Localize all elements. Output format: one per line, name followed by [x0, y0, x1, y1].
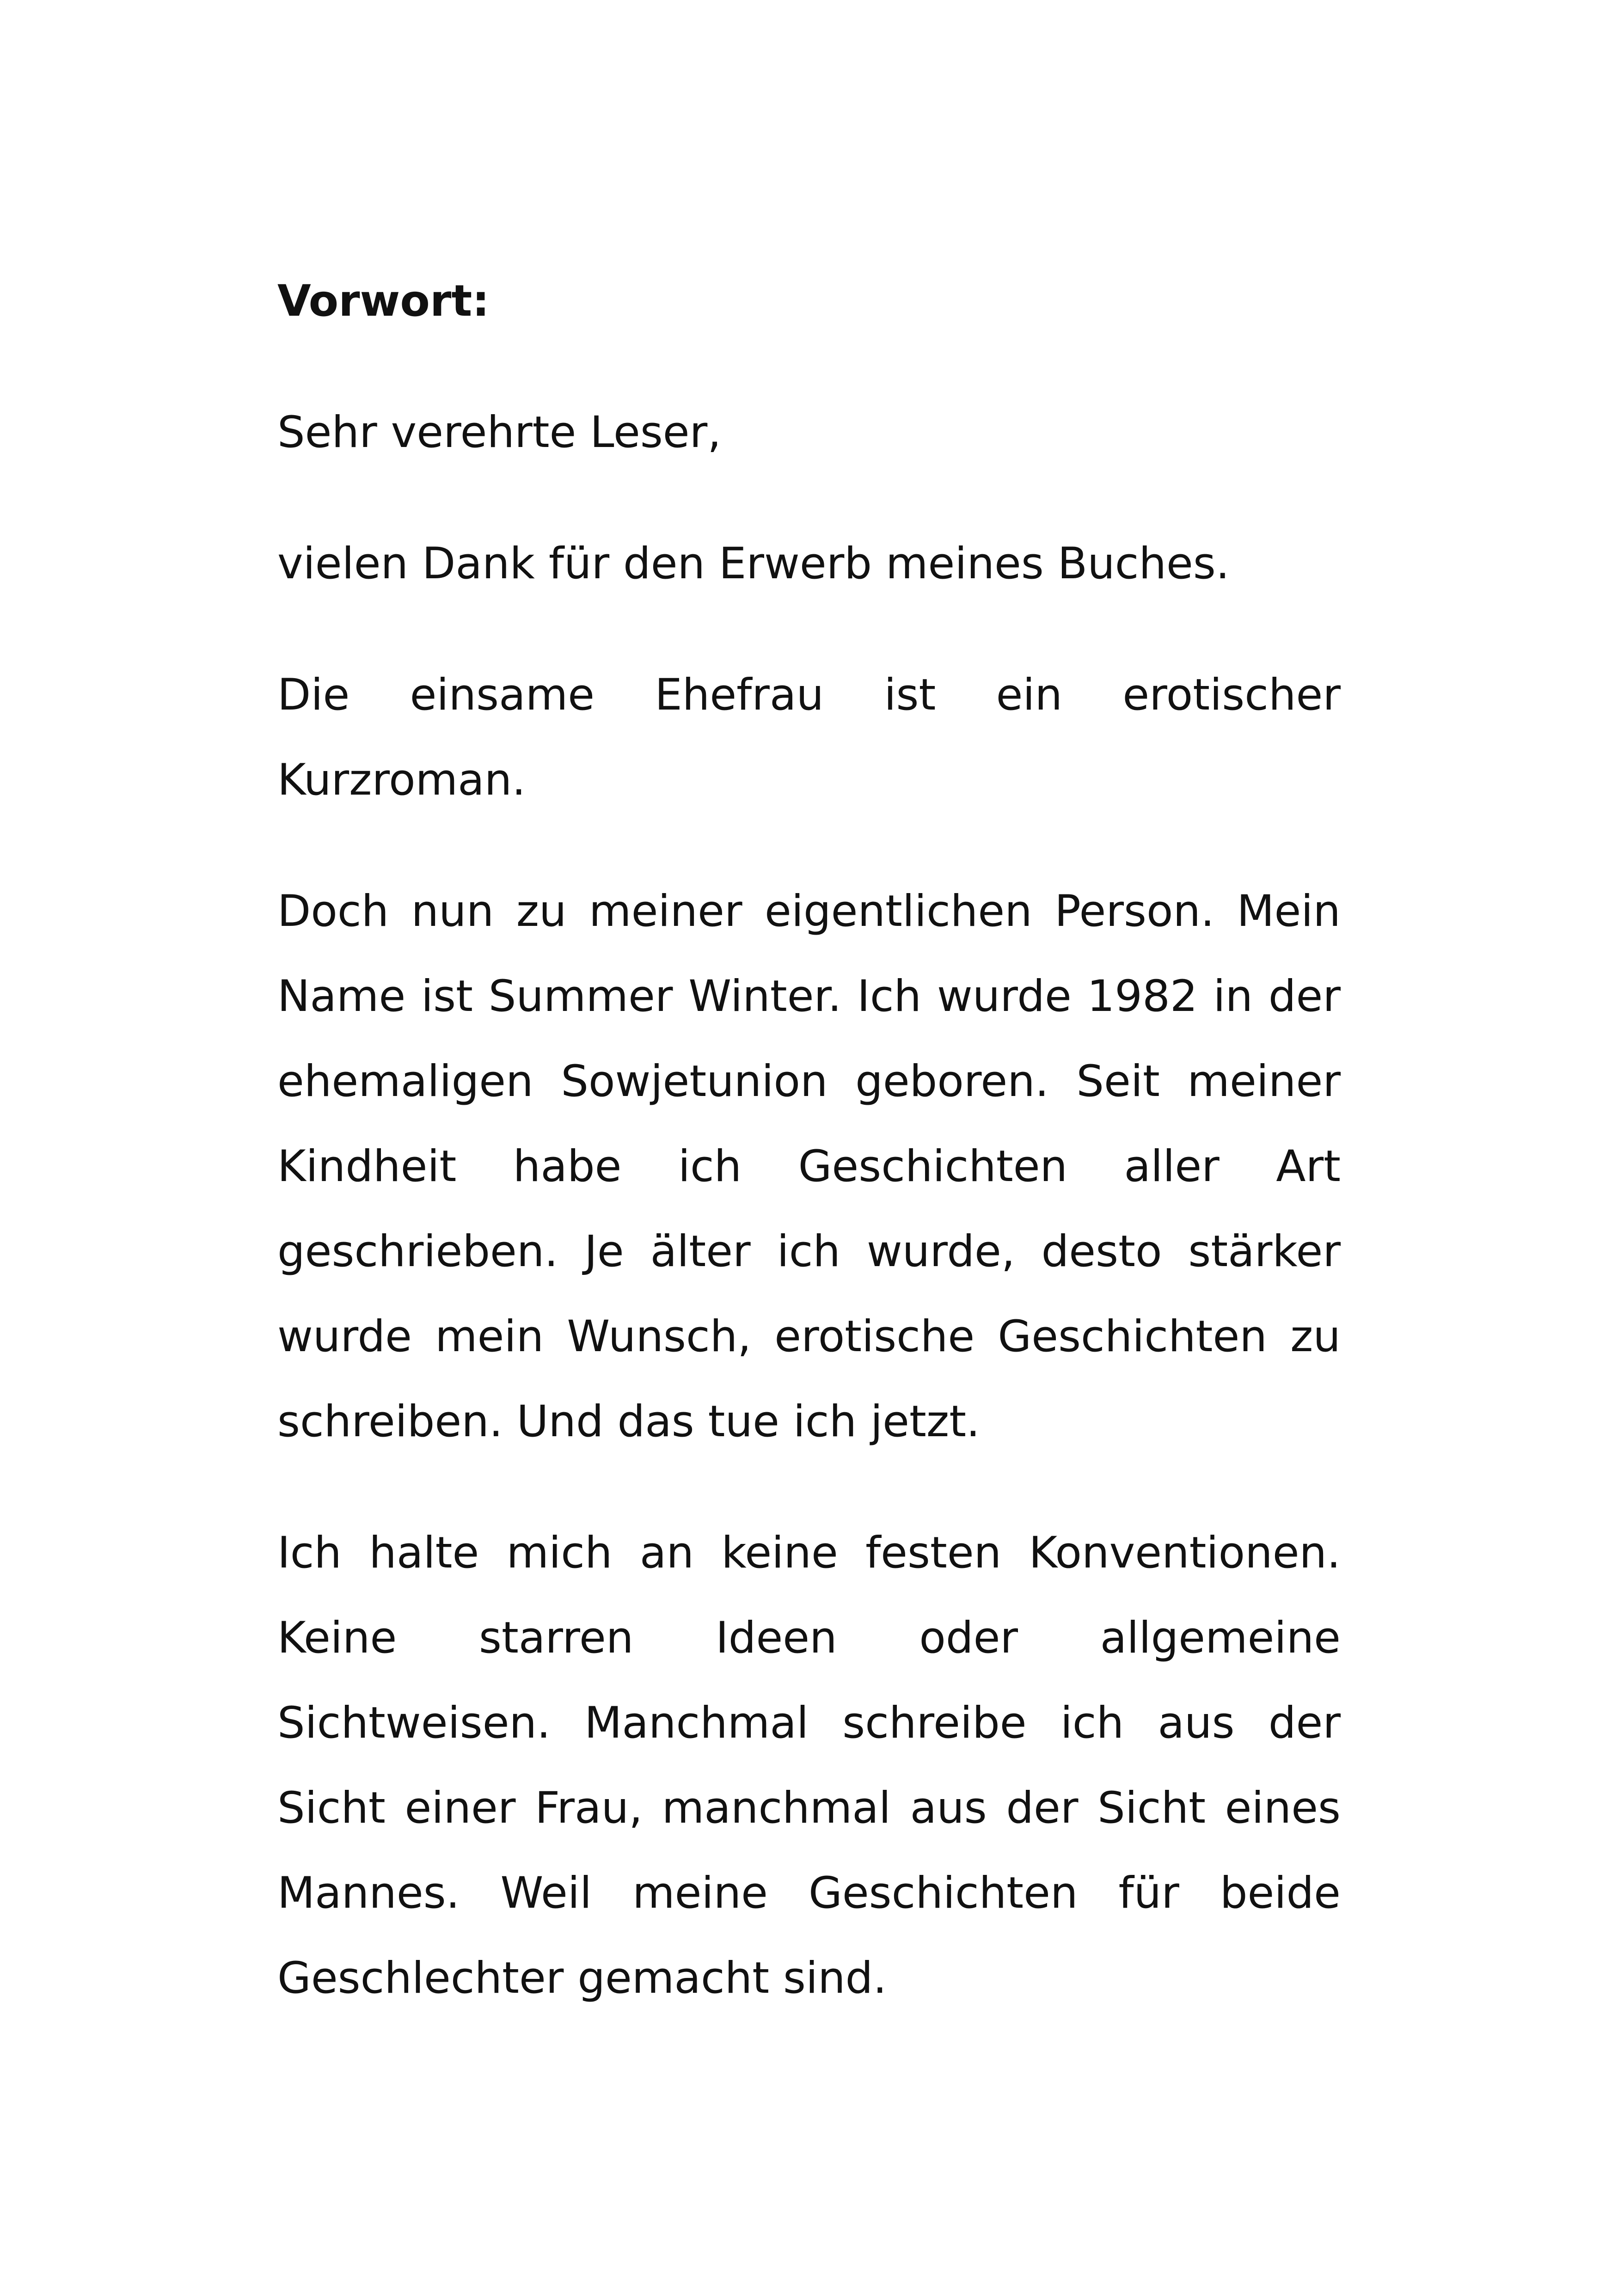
paragraph-book-description: Die einsame Ehefrau ist ein erotischer Kurzroman. — [277, 670, 1341, 805]
section-heading: Vorwort: — [277, 276, 490, 326]
document-body — [277, 259, 1341, 2067]
salutation: Sehr verehrte Leser, — [277, 407, 722, 458]
paragraph-author-bio: Doch nun zu meiner eigentlichen Person. Mein Name ist Summer Winter. Ich wurde 1982 in der ehemaligen Sowjetunion geboren. Seit meiner Kindheit habe ich Geschichten aller Art geschrieben. Je älter ich wurde, desto stärker wurde mein Wunsch, erotische Geschichten zu schreiben. Und das tue ich jetzt. — [277, 886, 1341, 1447]
paragraph-thanks: vielen Dank für den Erwerb meines Buches. — [277, 539, 1230, 589]
paragraph-conventions: Ich halte mich an keine festen Konventionen. Keine starren Ideen oder allgemeine Sichtweisen. Manchmal schreibe ich aus der Sicht einer Frau, manchmal aus der Sicht eines Mannes. Weil meine Geschichten für beide Geschlechter gemacht sind. — [277, 1528, 1341, 2003]
